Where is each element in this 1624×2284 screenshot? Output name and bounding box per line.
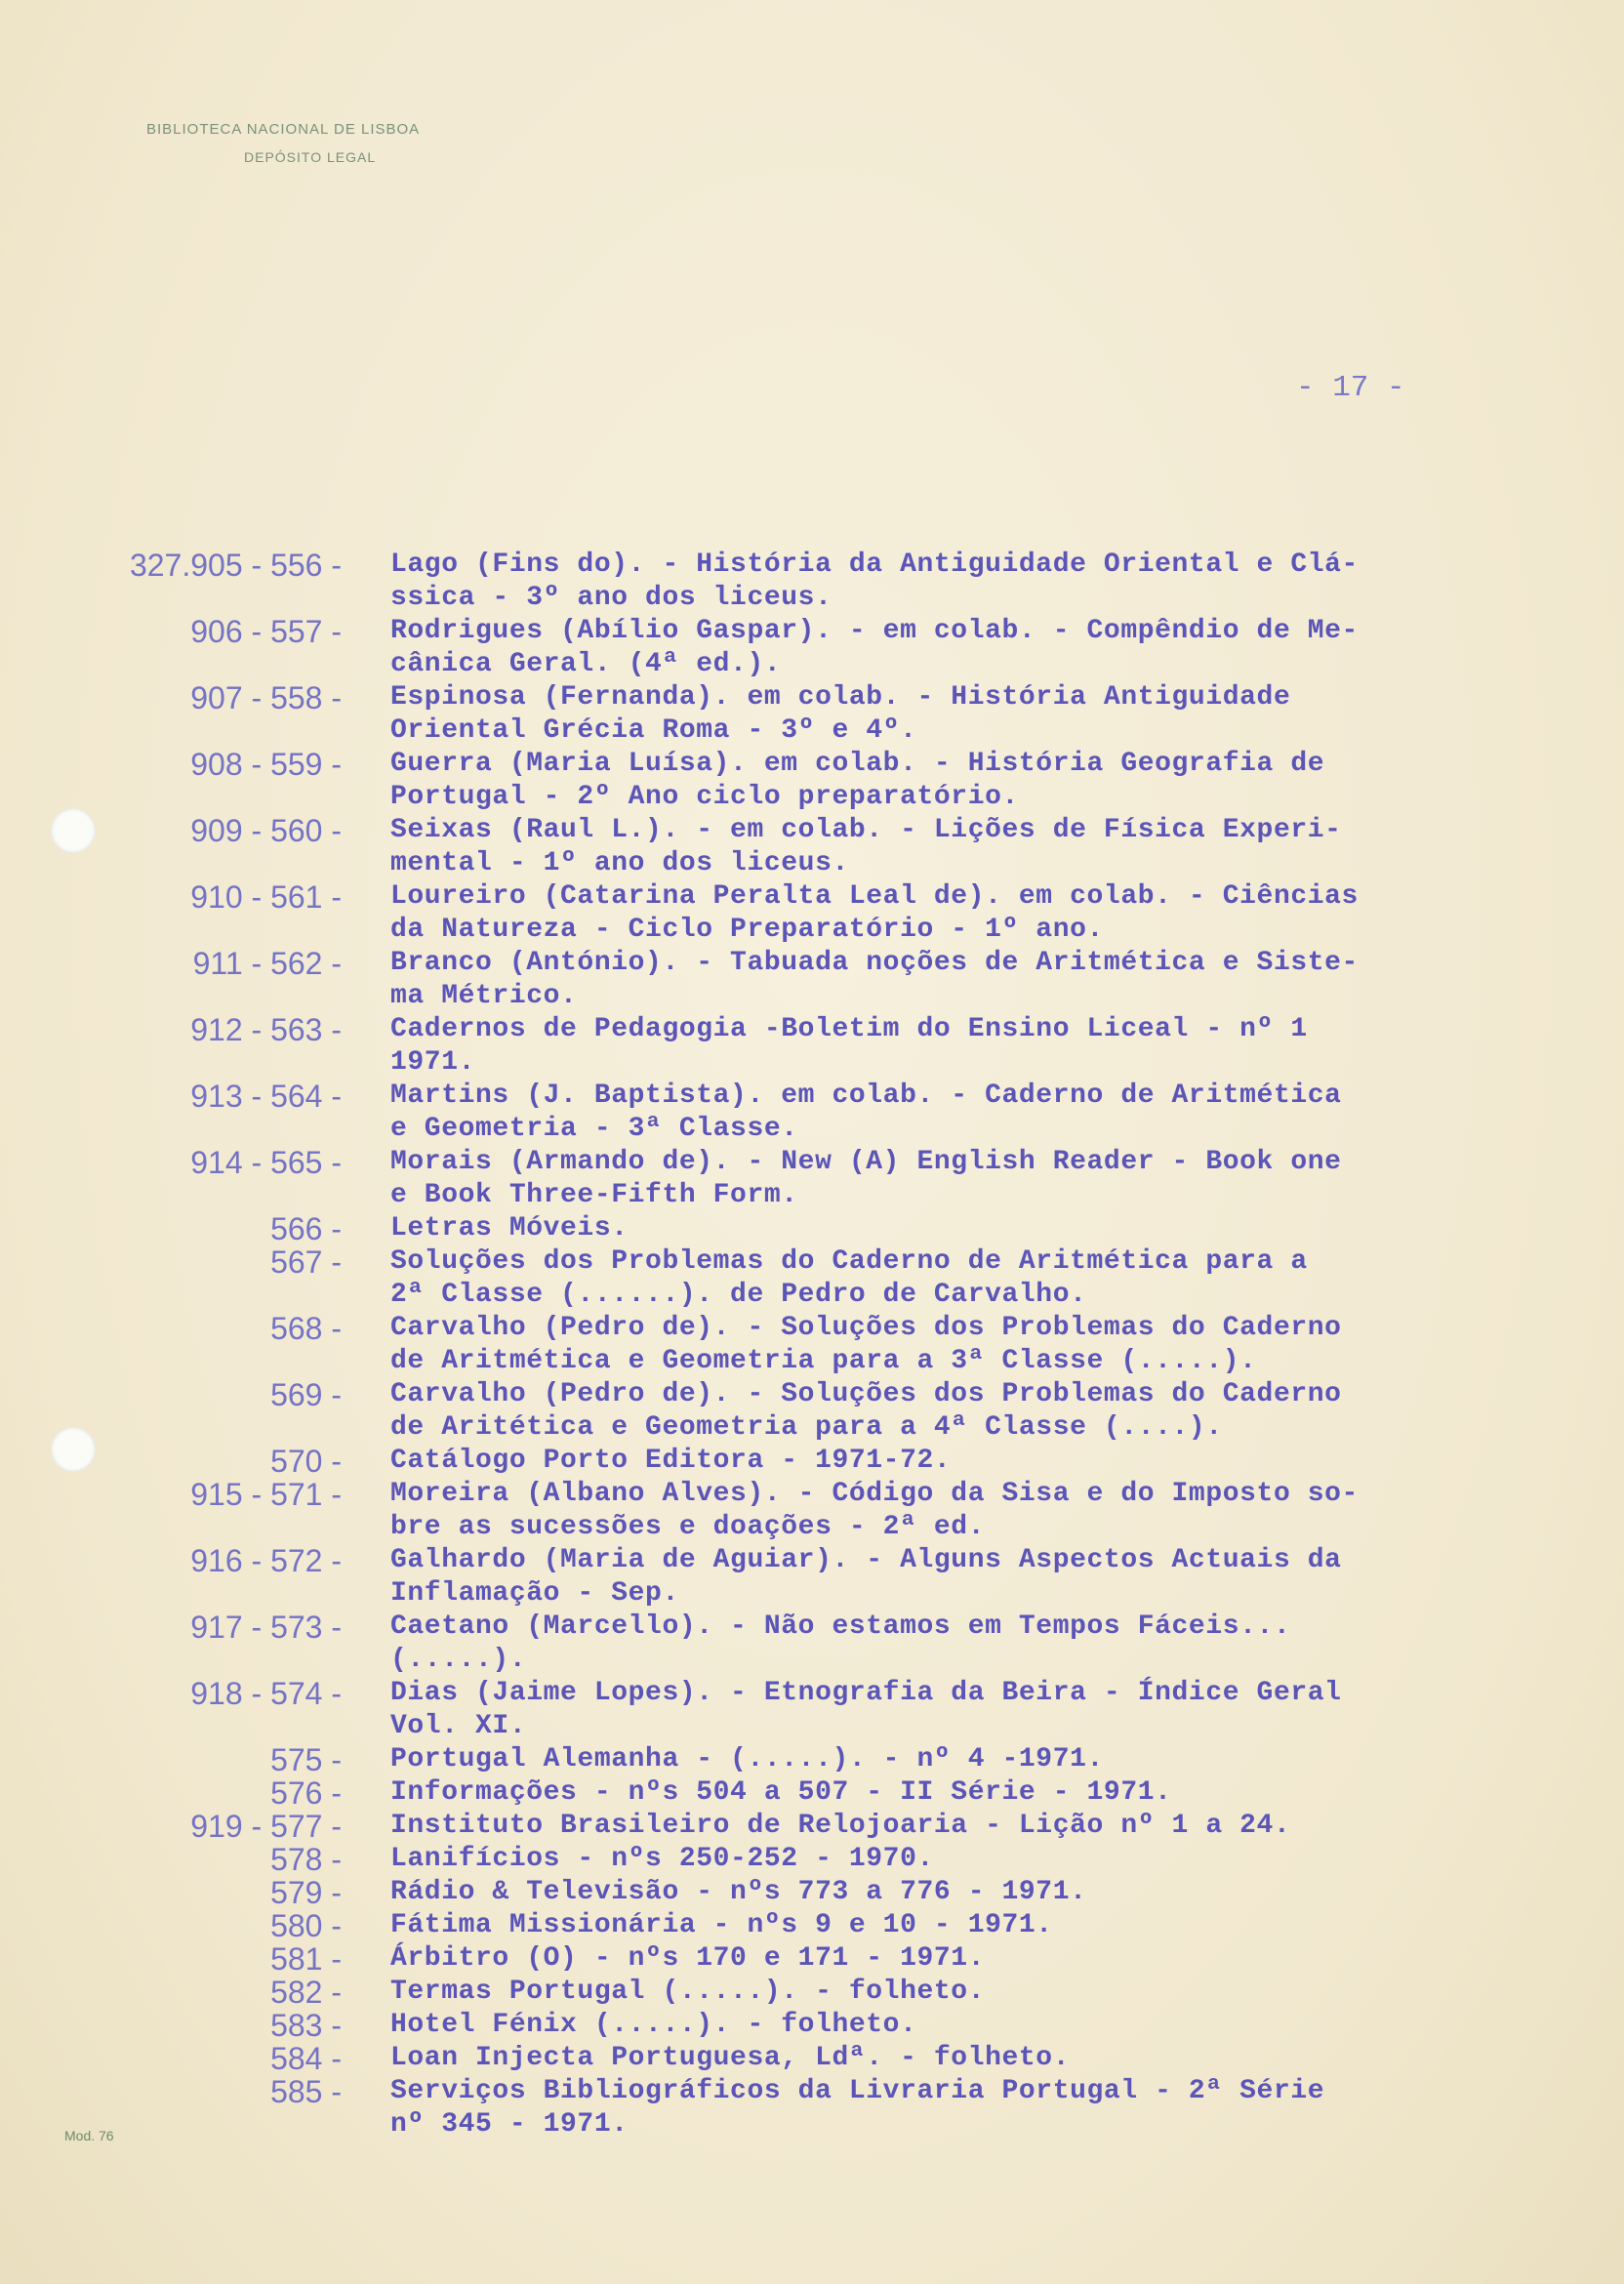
entry-line xyxy=(0,914,1624,947)
entry-line xyxy=(0,1279,1624,1312)
entry-line xyxy=(0,2042,1624,2075)
entry-text: bre as sucessões e doações - 2ª ed. xyxy=(390,1512,986,1542)
entry-text: ssica - 3º ano dos liceus. xyxy=(390,583,832,613)
entry-text: Galhardo (Maria de Aguiar). - Alguns Aspectos Actuais da xyxy=(390,1545,1342,1575)
entry-line xyxy=(0,1743,1624,1776)
entry-line xyxy=(0,1511,1624,1544)
entry-line xyxy=(0,980,1624,1013)
entry-text: Inflamação - Sep. xyxy=(390,1578,679,1609)
entry-text: Martins (J. Baptista). em colab. - Caderno de Aritmética xyxy=(390,1081,1342,1111)
entry-line xyxy=(0,1942,1624,1976)
entry-text: Instituto Brasileiro de Relojoaria - Lição nº 1 a 24. xyxy=(390,1811,1291,1841)
entry-line xyxy=(0,1644,1624,1677)
entry-text: Hotel Fénix (.....). - folheto. xyxy=(390,2010,917,2040)
entry-line xyxy=(0,1677,1624,1710)
entry-text: Loan Injecta Portuguesa, Ldª. - folheto. xyxy=(390,2043,1071,2073)
entry-line xyxy=(0,880,1624,914)
entry-text: Guerra (Maria Luísa). em colab. - História Geografia de xyxy=(390,749,1325,779)
entry-line xyxy=(0,781,1624,814)
entry-text: Letras Móveis. xyxy=(390,1213,629,1244)
entry-text: Espinosa (Fernanda). em colab. - História Antiguidade xyxy=(390,682,1291,713)
entry-number: 576 - xyxy=(270,1775,342,1811)
entry-text: Árbitro (O) - nºs 170 e 171 - 1971. xyxy=(390,1943,986,1974)
entry-line xyxy=(0,1843,1624,1876)
entry-text: Termas Portugal (.....). - folheto. xyxy=(390,1977,986,2007)
entry-number: 584 - xyxy=(270,2041,342,2076)
entry-line xyxy=(0,2009,1624,2042)
entry-text: Portugal Alemanha - (.....). - nº 4 -1971. xyxy=(390,1744,1104,1774)
entry-number: 916 - 572 - xyxy=(190,1543,342,1578)
entry-line xyxy=(0,1909,1624,1942)
deposit-entry-list xyxy=(0,549,1624,2141)
entry-text: cânica Geral. (4ª ed.). xyxy=(390,649,782,679)
entry-line xyxy=(0,1312,1624,1345)
entry-number: 908 - 559 - xyxy=(190,747,342,782)
entry-line xyxy=(0,1710,1624,1743)
entry-text: 1971. xyxy=(390,1047,476,1078)
entry-number: 909 - 560 - xyxy=(190,813,342,848)
entry-number: 582 - xyxy=(270,1975,342,2010)
entry-number: 579 - xyxy=(270,1875,342,1910)
entry-text: Carvalho (Pedro de). - Soluções dos Problemas do Caderno xyxy=(390,1379,1342,1409)
entry-number: 575 - xyxy=(270,1742,342,1777)
letterhead-department: DEPÓSITO LEGAL xyxy=(244,149,377,165)
entry-text: (.....). xyxy=(390,1645,527,1675)
entry-text: Lago (Fins do). - História da Antiguidade Oriental e Clá- xyxy=(390,550,1359,580)
entry-number: 570 - xyxy=(270,1444,342,1479)
entry-text: Rodrigues (Abílio Gaspar). - em colab. - Compêndio de Me- xyxy=(390,616,1359,646)
entry-line xyxy=(0,2075,1624,2108)
entry-line xyxy=(0,1478,1624,1511)
entry-line xyxy=(0,1611,1624,1644)
entry-line xyxy=(0,1544,1624,1577)
entry-number: 917 - 573 - xyxy=(190,1610,342,1645)
entry-text: Portugal - 2º Ano ciclo preparatório. xyxy=(390,782,1019,812)
entry-number: 581 - xyxy=(270,1941,342,1977)
entry-line xyxy=(0,549,1624,582)
entry-text: 2ª Classe (......). de Pedro de Carvalho. xyxy=(390,1280,1087,1310)
entry-line xyxy=(0,1146,1624,1179)
entry-number: 911 - 562 - xyxy=(192,946,342,981)
entry-text: Carvalho (Pedro de). - Soluções dos Problemas do Caderno xyxy=(390,1313,1342,1343)
entry-text: ma Métrico. xyxy=(390,981,578,1011)
entry-number: 578 - xyxy=(270,1842,342,1877)
entry-number: 912 - 563 - xyxy=(190,1012,342,1047)
entry-number: 585 - xyxy=(270,2074,342,2109)
entry-line xyxy=(0,1577,1624,1611)
entry-number: 569 - xyxy=(270,1377,342,1412)
entry-line xyxy=(0,1976,1624,2009)
entry-number: 568 - xyxy=(270,1311,342,1346)
entry-line xyxy=(0,1810,1624,1843)
entry-line xyxy=(0,1046,1624,1080)
entry-line xyxy=(0,1080,1624,1113)
entry-line xyxy=(0,1245,1624,1279)
entry-text: Seixas (Raul L.). - em colab. - Lições de Física Experi- xyxy=(390,815,1342,845)
entry-text: Vol. XI. xyxy=(390,1711,527,1741)
entry-line xyxy=(0,1113,1624,1146)
entry-line xyxy=(0,2108,1624,2141)
entry-number: 906 - 557 - xyxy=(190,614,342,649)
entry-line xyxy=(0,714,1624,748)
entry-text: Fátima Missionária - nºs 9 e 10 - 1971. xyxy=(390,1910,1053,1940)
entry-text: Catálogo Porto Editora - 1971-72. xyxy=(390,1446,952,1476)
entry-text: Caetano (Marcello). - Não estamos em Tempos Fáceis... xyxy=(390,1611,1291,1642)
entry-number: 566 - xyxy=(270,1211,342,1246)
entry-text: Dias (Jaime Lopes). - Etnografia da Beira - Índice Geral xyxy=(390,1678,1342,1708)
entry-line xyxy=(0,1345,1624,1378)
entry-line xyxy=(0,1179,1624,1212)
entry-text: Oriental Grécia Roma - 3º e 4º. xyxy=(390,715,917,746)
entry-text: de Aritmética e Geometria para a 3ª Classe (.....). xyxy=(390,1346,1257,1376)
entry-text: Rádio & Televisão - nºs 773 a 776 - 1971. xyxy=(390,1877,1087,1907)
entry-text: da Natureza - Ciclo Preparatório - 1º ano. xyxy=(390,915,1104,945)
entry-number: 583 - xyxy=(270,2008,342,2043)
page-number: - 17 - xyxy=(1296,371,1405,405)
letterhead-institution: BIBLIOTECA NACIONAL DE LISBOA xyxy=(146,121,421,138)
entry-line xyxy=(0,648,1624,681)
letterhead xyxy=(146,121,420,165)
entry-line xyxy=(0,582,1624,615)
entry-number: 919 - 577 - xyxy=(190,1809,342,1844)
entry-number: 327.905 - 556 - xyxy=(129,548,342,583)
entry-number: 918 - 574 - xyxy=(190,1676,342,1711)
entry-number: 915 - 571 - xyxy=(190,1477,342,1512)
entry-text: Serviços Bibliográficos da Livraria Portugal - 2ª Série xyxy=(390,2076,1325,2106)
entry-text: Informações - nºs 504 a 507 - II Série - 1971. xyxy=(390,1777,1172,1808)
entry-text: Lanifícios - nºs 250-252 - 1970. xyxy=(390,1844,934,1874)
entry-text: mental - 1º ano dos liceus. xyxy=(390,848,849,878)
entry-text: e Book Three-Fifth Form. xyxy=(390,1180,798,1210)
entry-text: e Geometria - 3ª Classe. xyxy=(390,1114,798,1144)
entry-line xyxy=(0,748,1624,781)
entry-line xyxy=(0,1212,1624,1245)
entry-line xyxy=(0,615,1624,648)
entry-text: de Aritética e Geometria para a 4ª Classe (....). xyxy=(390,1412,1223,1443)
entry-line xyxy=(0,1013,1624,1046)
entry-text: nº 345 - 1971. xyxy=(390,2109,629,2140)
entry-line xyxy=(0,947,1624,980)
entry-line xyxy=(0,681,1624,714)
entry-line xyxy=(0,1378,1624,1411)
entry-text: Loureiro (Catarina Peralta Leal de). em colab. - Ciências xyxy=(390,881,1359,912)
entry-text: Morais (Armando de). - New (A) English Reader - Book one xyxy=(390,1147,1342,1177)
entry-text: Branco (António). - Tabuada noções de Aritmética e Siste- xyxy=(390,948,1359,978)
entry-line xyxy=(0,1411,1624,1445)
entry-line xyxy=(0,1776,1624,1810)
entry-number: 580 - xyxy=(270,1908,342,1943)
entry-text: Soluções dos Problemas do Caderno de Aritmética para a xyxy=(390,1246,1308,1277)
entry-number: 914 - 565 - xyxy=(190,1145,342,1180)
entry-line xyxy=(0,814,1624,847)
entry-number: 910 - 561 - xyxy=(190,879,342,915)
entry-line xyxy=(0,847,1624,880)
entry-number: 907 - 558 - xyxy=(190,680,342,715)
entry-line xyxy=(0,1876,1624,1909)
entry-line xyxy=(0,1445,1624,1478)
entry-text: Moreira (Albano Alves). - Código da Sisa e do Imposto so- xyxy=(390,1479,1359,1509)
form-model-label: Mod. 76 xyxy=(64,2128,114,2143)
entry-number: 913 - 564 - xyxy=(190,1079,342,1114)
entry-text: Cadernos de Pedagogia -Boletim do Ensino Liceal - nº 1 xyxy=(390,1014,1308,1044)
entry-number: 567 - xyxy=(270,1244,342,1280)
